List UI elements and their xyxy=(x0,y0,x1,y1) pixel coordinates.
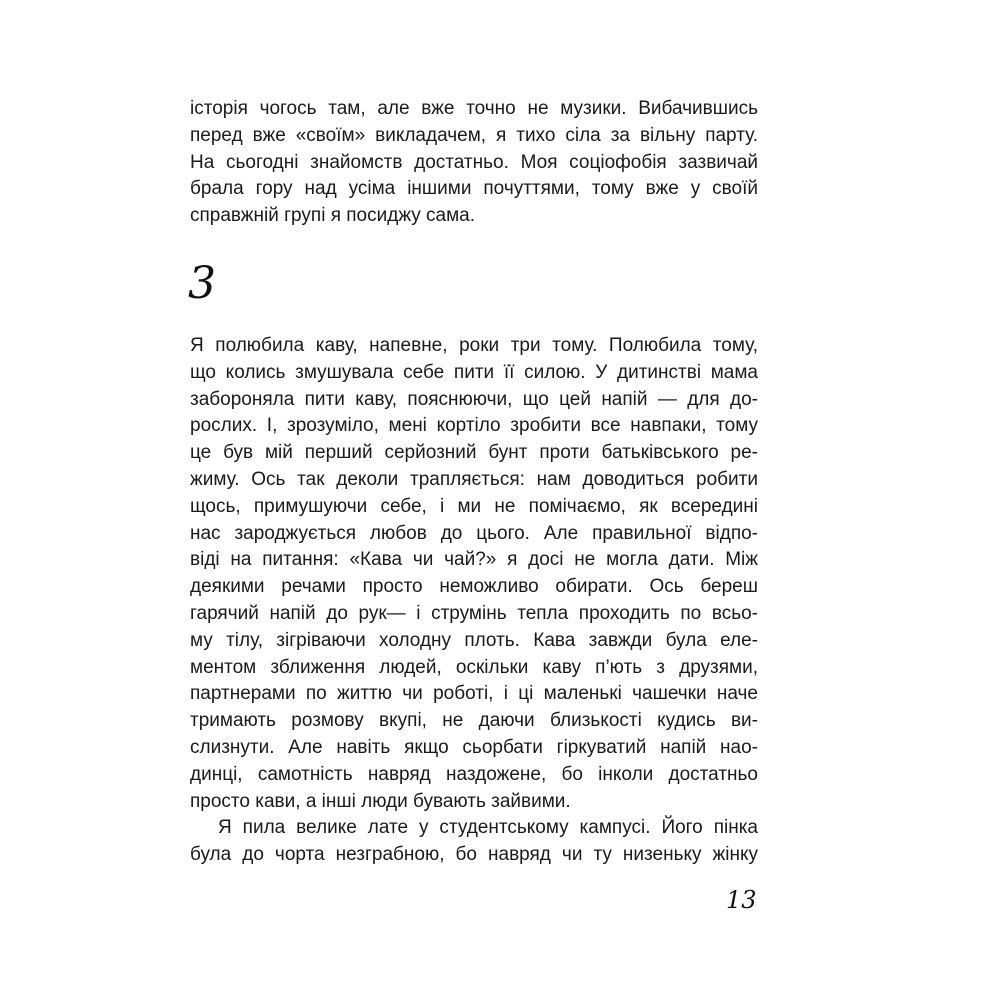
text-line: ментом зближення людей, оскільки каву п’ють з друзями, xyxy=(190,656,758,678)
page-number: 13 xyxy=(726,886,757,914)
text-line: історія чогось там, але вже точно не музики. Вибачившись xyxy=(190,98,758,119)
text-line: Я пила велике лате у студентському кампусі. Його пінка xyxy=(218,817,758,839)
text-line: віді на питання: «Кава чи чай?» я досі не могла дати. Між xyxy=(190,549,758,571)
text-line: Я полюбила каву, напевне, роки три тому. Полюбила тому, xyxy=(190,335,758,356)
text-line: деякими речами просто неможливо обирати. Ось береш xyxy=(190,576,758,598)
text-line: жиму. Ось так деколи трапляється: нам доводиться робити xyxy=(190,468,758,490)
text-line: справжній групі я посиджу сама. xyxy=(190,205,475,227)
text-line: брала гору над усіма іншими почуттями, тому вже у своїй xyxy=(190,178,758,200)
text-line: забороняла пити каву, пояснюючи, що цей напій — для до- xyxy=(190,388,758,410)
text-line: му тілу, зігріваючи холодну плоть. Кава завжди була еле- xyxy=(190,629,758,651)
paragraph-continuation xyxy=(190,96,758,230)
paragraph-chapter-opening xyxy=(190,333,758,815)
paragraph-second xyxy=(190,815,758,869)
text-line: гарячий напій до рук— і струмінь тепла проходить по всьо- xyxy=(190,602,758,624)
text-line: рослих. І, зрозуміло, мені кортіло зробити все навпаки, тому xyxy=(190,415,758,437)
text-line: динці, самотність навряд наздожене, бо інколи достатньо xyxy=(190,763,758,785)
text-line: просто кави, а інші люди бувають зайвими. xyxy=(190,790,571,812)
text-line: партнерами по життю чи роботі, і ці маленькі чашечки наче xyxy=(190,683,758,705)
chapter-body-text xyxy=(190,333,758,869)
text-line: це був мій перший серйозний бунт проти батьківського ре- xyxy=(190,442,758,464)
text-line: нас зароджується любов до цього. Але правильної відпо- xyxy=(190,522,758,544)
text-line: На сьогодні знайомств достатньо. Моя соціофобія зазвичай xyxy=(190,151,758,173)
text-line: щось, примушуючи себе, і ми не помічаємо, як всередині xyxy=(190,495,758,517)
text-line: що колись змушувала себе пити її силою. У дитинстві мама xyxy=(190,361,758,383)
chapter-number: 3 xyxy=(188,258,216,309)
text-line: була до чорта незграбною, бо навряд чи ту низеньку жінку xyxy=(190,844,758,866)
text-line: тримають розмову вкупі, не даючи близькості кудись ви- xyxy=(190,710,758,732)
text-line: перед вже «своїм» викладачем, я тихо сіла за вільну парту. xyxy=(190,124,758,146)
text-line: слизнути. Але навіть якщо сьорбати гіркуватий напій нао- xyxy=(190,736,758,758)
